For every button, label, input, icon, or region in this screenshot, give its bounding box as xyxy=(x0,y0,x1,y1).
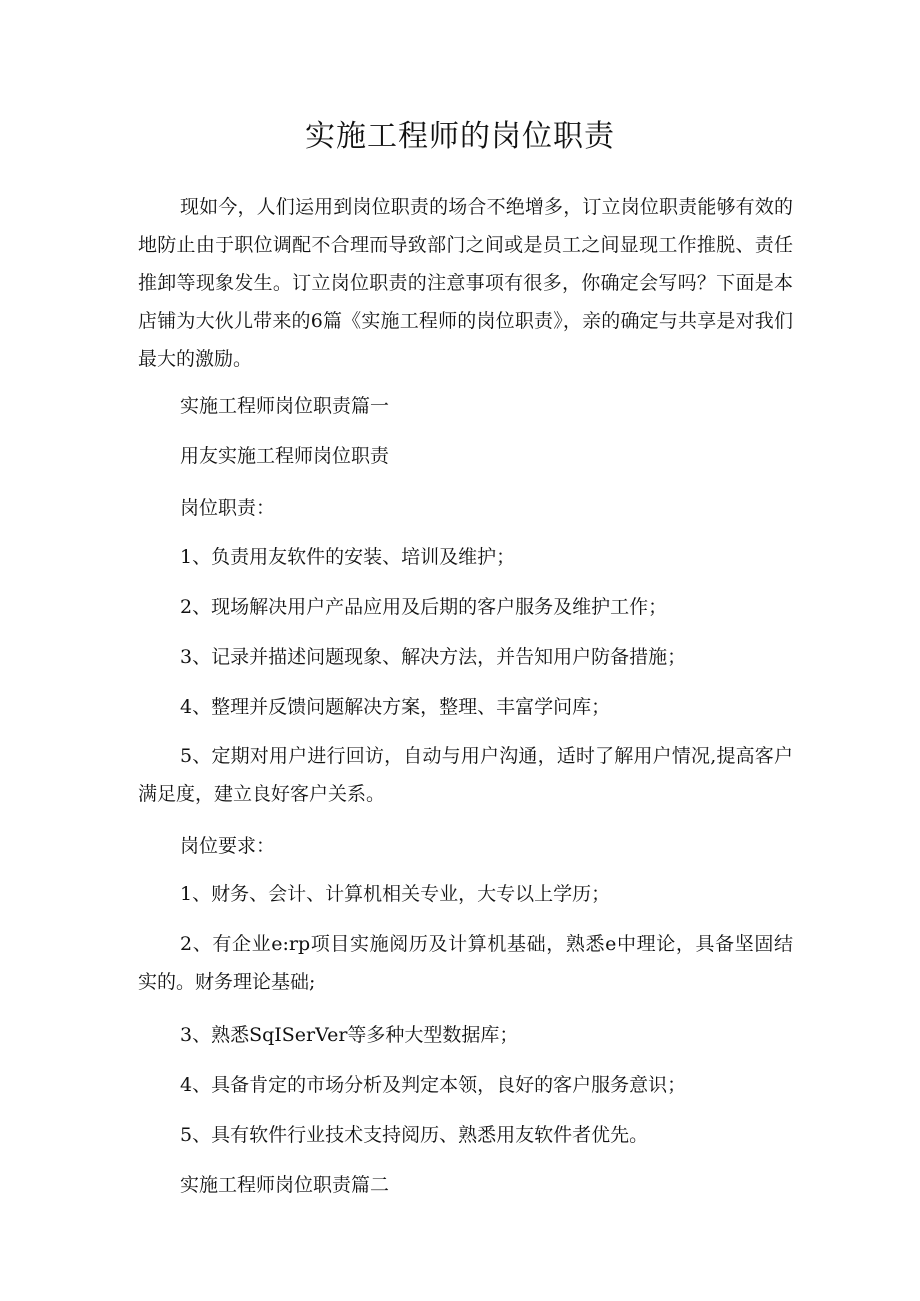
section-heading-1: 实施工程师岗位职责篇一 xyxy=(180,395,390,417)
duties-label: 岗位职责： xyxy=(180,497,276,519)
duty-item-5: 5、定期对用户进行回访，自动与用户沟通，适时了解用户情况,提高客户满足度，建立良好客户关系。 xyxy=(138,745,793,805)
requirement-item-3: 3、熟悉SqISerVer等多种大型数据库； xyxy=(180,1024,519,1046)
duty-item-3: 3、记录并描述问题现象、解决方法，并告知用户防备措施； xyxy=(180,646,687,668)
requirement-item-2: 2、有企业e:rp项目实施阅历及计算机基础，熟悉e中理论，具备坚固结实的。财务理论基础; xyxy=(138,933,793,993)
duty-item-1: 1、负责用友软件的安装、培训及维护； xyxy=(180,546,516,568)
intro-paragraph: 现如今，人们运用到岗位职责的场合不绝增多，订立岗位职责能够有效的地防止由于职位调配不合理而导致部门之间或是员工之间显现工作推脱、责任推卸等现象发生。订立岗位职责的注意事项有很多，你确定会写吗？下面是本店铺为大伙儿带来的6篇《实施工程师的岗位职责》，亲的确定与共享是对我们最大的激励。 xyxy=(138,196,793,370)
section-heading-2: 实施工程师岗位职责篇二 xyxy=(180,1174,390,1196)
requirements-label: 岗位要求： xyxy=(180,835,276,857)
requirement-item-4: 4、具备肯定的市场分析及判定本领，良好的客户服务意识； xyxy=(180,1074,687,1096)
duty-item-2: 2、现场解决用户产品应用及后期的客户服务及维护工作； xyxy=(180,596,668,618)
section-subheading-1: 用友实施工程师岗位职责 xyxy=(180,445,390,467)
requirement-item-1: 1、财务、会计、计算机相关专业，大专以上学历； xyxy=(180,883,611,905)
duty-item-4: 4、整理并反馈问题解决方案，整理、丰富学问库； xyxy=(180,696,611,718)
requirement-item-5: 5、具有软件行业技术支持阅历、熟悉用友软件者优先。 xyxy=(180,1124,649,1146)
document-title: 实施工程师的岗位职责 xyxy=(305,119,615,154)
